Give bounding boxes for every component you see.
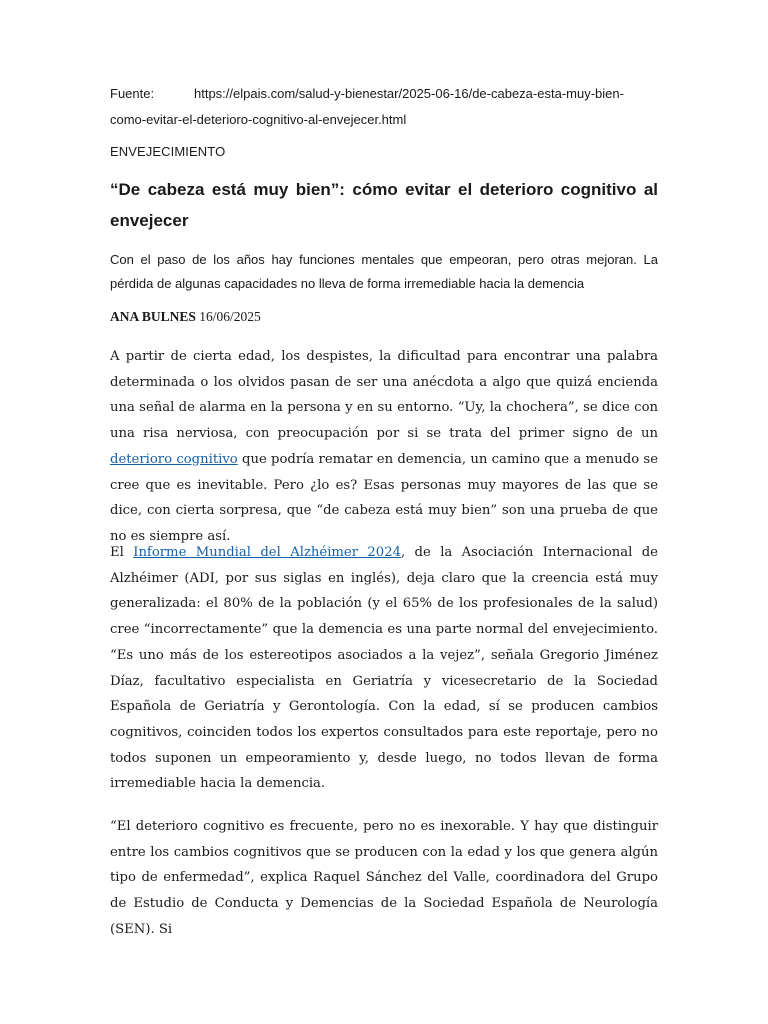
publish-date: 16/06/2025 — [199, 309, 261, 324]
author-name: ANA BULNES — [110, 309, 196, 324]
informe-mundial-link[interactable]: Informe Mundial del Alzhéimer 2024 — [133, 545, 401, 560]
article-headline: “De cabeza está muy bien”: cómo evitar el deterioro cognitivo al envejecer — [110, 180, 658, 230]
paragraph-text: , de la Asociación Internacional de Alzhéimer (ADI, por sus siglas en inglés), deja claro que la creencia está muy generalizada: el 80% de la población (y el 65% de los profesionales de la salud) cree “incorrectamente” que la demencia es una parte normal del envejecimiento. “Es uno más de los estereotipos asociados a la vejez”, señala Gregorio Jiménez Díaz, facultativo especialista en Geriatría y vicesecretario de la Sociedad Española de Geriatría y Gerontología. Con la edad, sí se producen cambios cognitivos, coinciden todos los expertos consultados para este reportaje, pero no todos suponen un empeoramiento y, desde luego, no todos llevan de forma irremediable hacia la demencia. — [110, 545, 658, 792]
section-label: ENVEJECIMIENTO — [110, 144, 226, 159]
body-paragraph-2 — [110, 540, 658, 797]
paragraph-text: A partir de cierta edad, los despistes, la dificultad para encontrar una palabra determinada o los olvidos pasan de ser una anécdota a algo que quizá encienda una señal de alarma en la persona y en su entorno. “Uy, la chochera”, se dice con una risa nerviosa, con preocupación por si se trata del primer signo de un — [110, 349, 658, 442]
deterioro-cognitivo-link[interactable]: deterioro cognitivo — [110, 451, 238, 467]
article-subtitle: Con el paso de los años hay funciones mentales que empeoran, pero otras mejoran. La pérdida de algunas capacidades no lleva de forma irremediable hacia la demencia — [110, 252, 658, 291]
source-line — [110, 81, 658, 133]
body-paragraph-1 — [110, 344, 658, 550]
byline — [110, 307, 261, 327]
paragraph-text: El — [110, 545, 134, 560]
source-label: Fuente: — [110, 86, 155, 101]
body-paragraph-3: “El deterioro cognitivo es frecuente, pero no es inexorable. Y hay que distinguir entre los cambios cognitivos que se producen con la edad y los que genera algún tipo de enfermedad”, explica Raquel Sánchez del Valle, coordinadora del Grupo de Estudio de Conducta y Demencias de la Sociedad Española de Neurología (SEN). Si — [110, 819, 658, 937]
paragraph-text: que podría rematar en demencia, un camino que a menudo se cree que es inevitable. Pero ¿lo es? Esas personas muy mayores de las que se dice, con cierta sorpresa, que “de cabeza está muy bien” son una prueba de que no es siempre así. — [110, 451, 658, 544]
source-url: https://elpais.com/salud-y-bienestar/2025-06-16/de-cabeza-esta-muy-bien-como-evitar-el-deterioro-cognitivo-al-envejecer.html — [110, 86, 624, 127]
